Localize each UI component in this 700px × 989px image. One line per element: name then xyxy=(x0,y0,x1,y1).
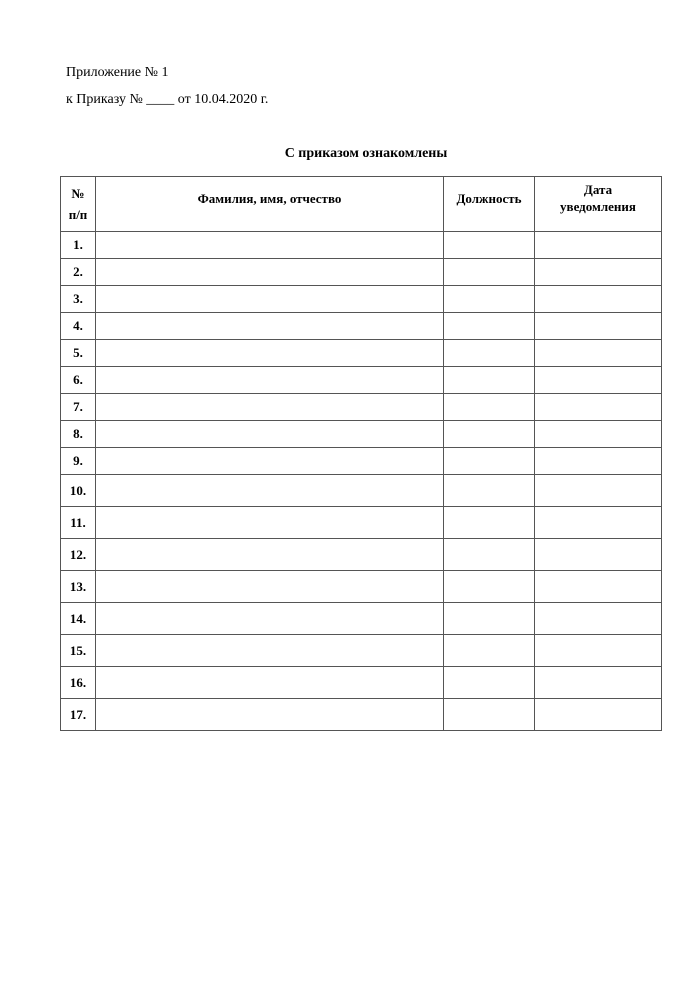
table-row xyxy=(61,635,662,667)
table-row xyxy=(61,340,662,367)
date-cell[interactable] xyxy=(535,635,662,667)
position-cell[interactable] xyxy=(444,667,535,699)
name-cell[interactable] xyxy=(96,286,444,313)
name-cell[interactable] xyxy=(96,603,444,635)
table-row xyxy=(61,699,662,731)
date-cell[interactable] xyxy=(535,539,662,571)
row-number-cell: 10. xyxy=(61,475,96,507)
position-cell[interactable] xyxy=(444,286,535,313)
row-number-cell: 16. xyxy=(61,667,96,699)
name-cell[interactable] xyxy=(96,635,444,667)
table-row xyxy=(61,367,662,394)
table-row xyxy=(61,259,662,286)
position-cell[interactable] xyxy=(444,475,535,507)
position-cell[interactable] xyxy=(444,603,535,635)
table-row xyxy=(61,232,662,259)
name-cell[interactable] xyxy=(96,421,444,448)
row-number-cell: 9. xyxy=(61,448,96,475)
row-number-cell: 1. xyxy=(61,232,96,259)
position-cell[interactable] xyxy=(444,259,535,286)
date-cell[interactable] xyxy=(535,394,662,421)
table-row xyxy=(61,539,662,571)
position-cell[interactable] xyxy=(444,232,535,259)
row-number-cell: 6. xyxy=(61,367,96,394)
row-number-cell: 15. xyxy=(61,635,96,667)
table-row xyxy=(61,571,662,603)
table-row xyxy=(61,507,662,539)
date-cell[interactable] xyxy=(535,448,662,475)
table-row xyxy=(61,448,662,475)
date-cell[interactable] xyxy=(535,603,662,635)
date-cell[interactable] xyxy=(535,232,662,259)
position-cell[interactable] xyxy=(444,699,535,731)
date-cell[interactable] xyxy=(535,507,662,539)
column-header-number-sign: № xyxy=(71,186,85,201)
name-cell[interactable] xyxy=(96,539,444,571)
column-header-notification-date xyxy=(535,177,662,232)
date-cell[interactable] xyxy=(535,699,662,731)
row-number-cell: 17. xyxy=(61,699,96,731)
name-cell[interactable] xyxy=(96,571,444,603)
column-header-notification-word: уведомления xyxy=(560,199,636,214)
row-number-cell: 2. xyxy=(61,259,96,286)
position-cell[interactable] xyxy=(444,421,535,448)
table-row xyxy=(61,313,662,340)
table-header-row xyxy=(61,177,662,232)
column-header-number-abbr: п/п xyxy=(68,207,88,222)
order-reference: к Приказу № ____ от 10.04.2020 г. xyxy=(66,92,269,107)
document-title: С приказом ознакомлены xyxy=(284,146,448,161)
date-cell[interactable] xyxy=(535,286,662,313)
date-cell[interactable] xyxy=(535,571,662,603)
row-number-cell: 5. xyxy=(61,340,96,367)
table-row xyxy=(61,667,662,699)
row-number-cell: 8. xyxy=(61,421,96,448)
date-cell[interactable] xyxy=(535,475,662,507)
name-cell[interactable] xyxy=(96,448,444,475)
name-cell[interactable] xyxy=(96,507,444,539)
table-row xyxy=(61,286,662,313)
row-number-cell: 4. xyxy=(61,313,96,340)
position-cell[interactable] xyxy=(444,635,535,667)
position-cell[interactable] xyxy=(444,539,535,571)
date-cell[interactable] xyxy=(535,367,662,394)
name-cell[interactable] xyxy=(96,232,444,259)
position-cell[interactable] xyxy=(444,313,535,340)
name-cell[interactable] xyxy=(96,259,444,286)
name-cell[interactable] xyxy=(96,313,444,340)
position-cell[interactable] xyxy=(444,340,535,367)
column-header-full-name: Фамилия, имя, отчество xyxy=(96,177,444,232)
row-number-cell: 13. xyxy=(61,571,96,603)
appendix-number: Приложение № 1 xyxy=(66,65,169,80)
position-cell[interactable] xyxy=(444,507,535,539)
name-cell[interactable] xyxy=(96,699,444,731)
position-cell[interactable] xyxy=(444,367,535,394)
date-cell[interactable] xyxy=(535,421,662,448)
table-row xyxy=(61,603,662,635)
name-cell[interactable] xyxy=(96,667,444,699)
name-cell[interactable] xyxy=(96,340,444,367)
row-number-cell: 12. xyxy=(61,539,96,571)
date-cell[interactable] xyxy=(535,259,662,286)
table-row xyxy=(61,475,662,507)
row-number-cell: 14. xyxy=(61,603,96,635)
position-cell[interactable] xyxy=(444,571,535,603)
name-cell[interactable] xyxy=(96,475,444,507)
column-header-number xyxy=(61,177,96,232)
table-body xyxy=(61,232,662,731)
name-cell[interactable] xyxy=(96,367,444,394)
table-row xyxy=(61,394,662,421)
row-number-cell: 11. xyxy=(61,507,96,539)
name-cell[interactable] xyxy=(96,394,444,421)
date-cell[interactable] xyxy=(535,667,662,699)
date-cell[interactable] xyxy=(535,340,662,367)
date-cell[interactable] xyxy=(535,313,662,340)
column-header-position: Должность xyxy=(444,177,535,232)
column-header-date-word: Дата xyxy=(583,182,613,197)
row-number-cell: 7. xyxy=(61,394,96,421)
acknowledgement-table xyxy=(60,176,662,731)
position-cell[interactable] xyxy=(444,394,535,421)
table-row xyxy=(61,421,662,448)
position-cell[interactable] xyxy=(444,448,535,475)
row-number-cell: 3. xyxy=(61,286,96,313)
